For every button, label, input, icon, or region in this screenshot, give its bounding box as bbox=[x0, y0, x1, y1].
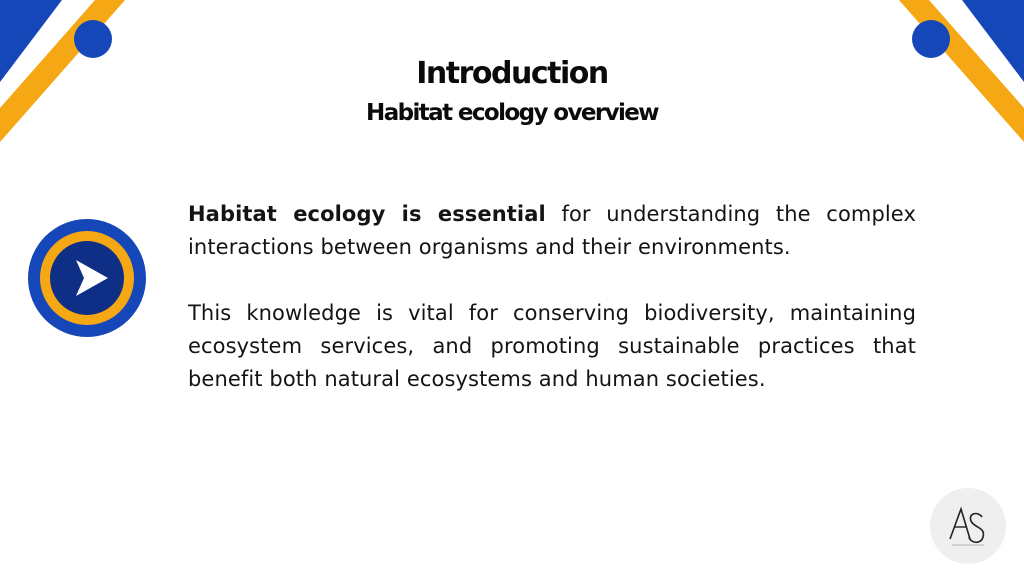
corner-dot-left bbox=[74, 20, 112, 58]
slide-title: Introduction bbox=[416, 56, 608, 91]
paragraph-intro-rest: for understanding the complex interactions between organisms and their environments. bbox=[188, 202, 916, 259]
corner-dot-right bbox=[912, 20, 950, 58]
logo-monogram-icon bbox=[946, 501, 990, 551]
slide-subtitle: Habitat ecology overview bbox=[366, 100, 658, 126]
body-text bbox=[188, 198, 916, 429]
brand-logo bbox=[930, 488, 1006, 564]
paragraph-intro-bold: Habitat ecology is essential bbox=[188, 202, 546, 226]
paragraph-intro bbox=[188, 198, 916, 264]
play-arrow-icon bbox=[28, 219, 146, 337]
paragraph-knowledge: This knowledge is vital for conserving biodiversity, maintaining ecosystem services, and promoting sustainable practices that benefit both natural ecosystems and human societies. bbox=[188, 301, 916, 391]
